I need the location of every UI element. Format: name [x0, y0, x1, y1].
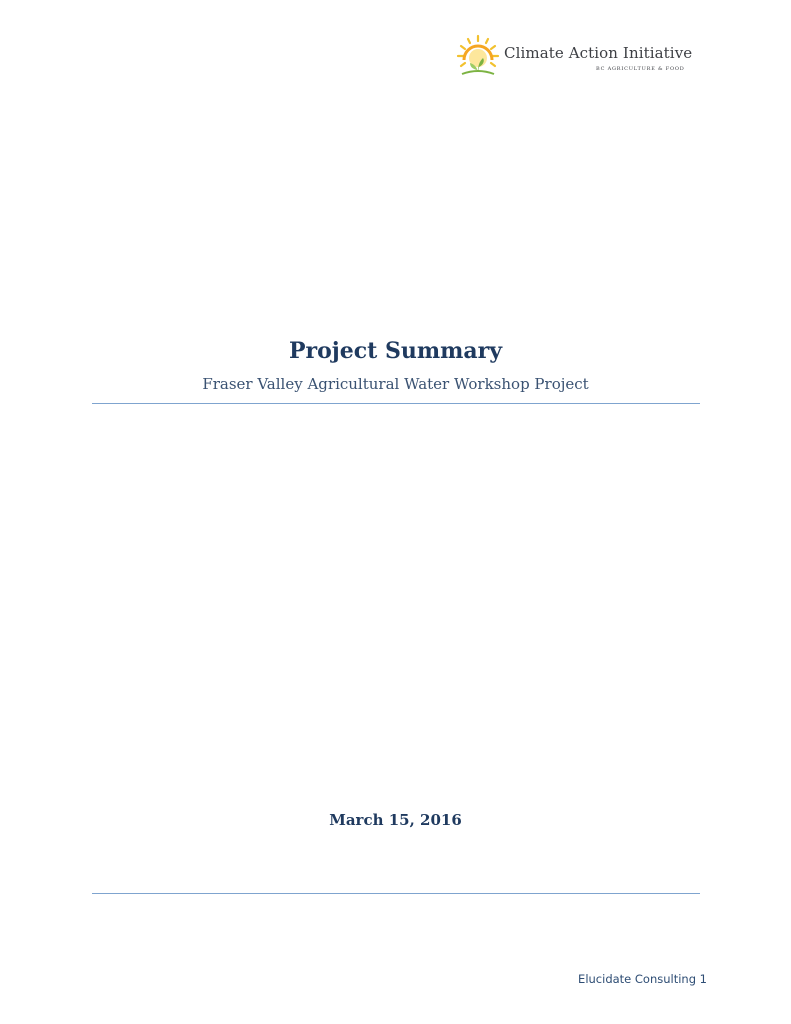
- page-footer: Elucidate Consulting 1: [578, 972, 707, 986]
- title-divider: [92, 403, 700, 404]
- climate-action-initiative-logo: [452, 30, 712, 82]
- document-date: March 15, 2016: [329, 811, 462, 829]
- logo-title: Climate Action Initiative: [504, 44, 693, 62]
- document-title: Project Summary: [288, 338, 503, 364]
- sun-sprout-icon: [452, 32, 502, 80]
- date-divider: [92, 893, 700, 894]
- logo-subtitle: BC AGRICULTURE & FOOD: [596, 66, 685, 72]
- document-subtitle: Fraser Valley Agricultural Water Workshop Project: [202, 375, 589, 393]
